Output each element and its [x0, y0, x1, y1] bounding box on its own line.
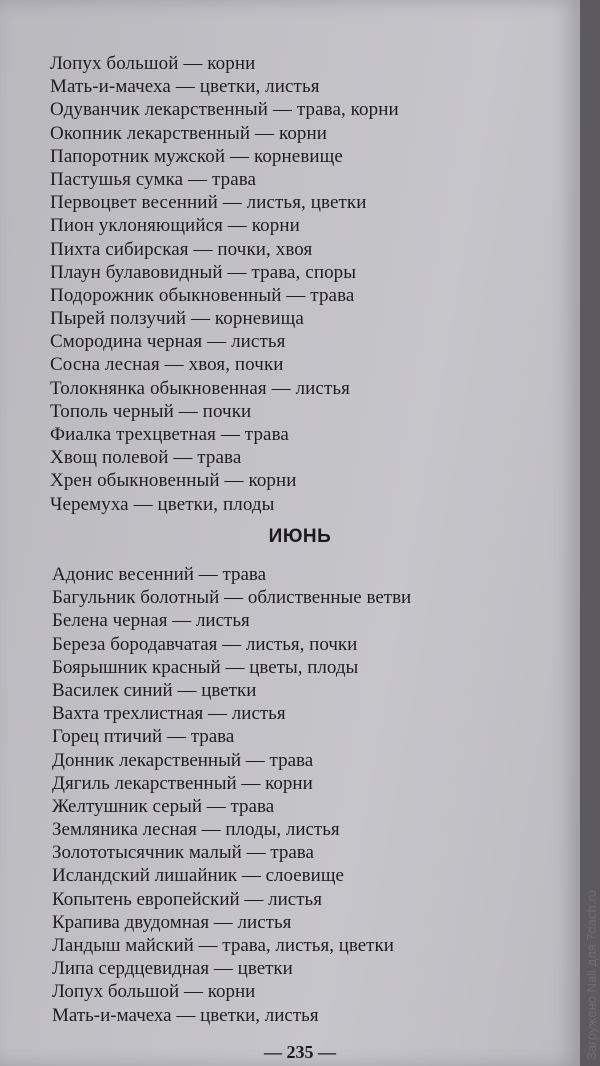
list-item: Боярышник красный — цветы, плоды	[52, 656, 359, 678]
list-item: Адонис весенний — трава	[52, 564, 267, 585]
list-item: Черемуха — цветки, плоды	[50, 493, 275, 515]
list-item: Сосна лесная — хвоя, почки	[50, 354, 284, 376]
list-item: Пихта сибирская — почки, хвоя	[50, 238, 313, 260]
list-item: Лопух большой — корни	[52, 981, 256, 1003]
list-item: Мать-и-мачеха — цветки, листья	[50, 76, 320, 98]
list-item: Одуванчик лекарственный — трава, корни	[50, 99, 399, 121]
list-item: Ландыш майский — трава, листья, цветки	[52, 935, 394, 956]
list-item: Плаун булавовидный — трава, споры	[50, 261, 357, 283]
list-item: Василек синий — цветки	[52, 679, 257, 701]
list-item: Желтушник серый — трава	[52, 795, 275, 817]
list-item: Лопух большой — корни	[50, 53, 256, 74]
list-item: Толокнянка обыкновенная — листья	[50, 377, 350, 399]
list-item: Хрен обыкновенный — корни	[50, 470, 297, 492]
list-item: Вахта трехлистная — листья	[52, 703, 286, 725]
list-item: Фиалка трехцветная — трава	[50, 424, 289, 445]
list-item: Хвощ полевой — трава	[50, 447, 242, 469]
plant-list-may	[50, 52, 520, 516]
list-item: Донник лекарственный — трава	[52, 749, 314, 771]
list-item: Подорожник обыкновенный — трава	[50, 284, 355, 306]
list-item: Крапива двудомная — листья	[52, 911, 292, 933]
list-item: Золототысячник малый — трава	[52, 842, 314, 864]
list-item: Дягиль лекарственный — корни	[52, 772, 313, 794]
list-item: Папоротник мужской — корневище	[50, 145, 343, 167]
list-item: Первоцвет весенний — листья, цветки	[50, 192, 367, 214]
list-item: Горец птичий — трава	[52, 726, 235, 748]
list-item: Смородина черная — листья	[50, 331, 286, 353]
list-item: Береза бородавчатая — листья, почки	[52, 633, 358, 655]
list-item: Мать-и-мачеха — цветки, листья	[52, 1004, 319, 1026]
section-heading-june: ИЮНЬ	[268, 526, 332, 547]
list-item: Пастушья сумка — трава	[50, 168, 257, 190]
list-item: Копытень европейский — листья	[52, 888, 322, 910]
list-item: Багульник болотный — облиственные ветви	[52, 587, 412, 609]
list-item: Пион уклоняющийся — корни	[50, 215, 300, 237]
list-item: Исландский лишайник — слоевище	[52, 865, 344, 887]
list-item: Белена черная — листья	[52, 610, 250, 632]
list-item: Пырей ползучий — корневища	[50, 308, 304, 330]
page-number: — 235 —	[264, 1042, 336, 1062]
list-item: Тополь черный — почки	[50, 400, 252, 422]
plant-list-june	[52, 564, 522, 1028]
watermark: Загружено Nali для 7dach.ru	[584, 890, 599, 1060]
list-item: Земляника лесная — плоды, листья	[52, 819, 340, 841]
list-item: Липа сердцевидная — цветки	[52, 958, 293, 980]
list-item: Окопник лекарственный — корни	[50, 122, 328, 144]
